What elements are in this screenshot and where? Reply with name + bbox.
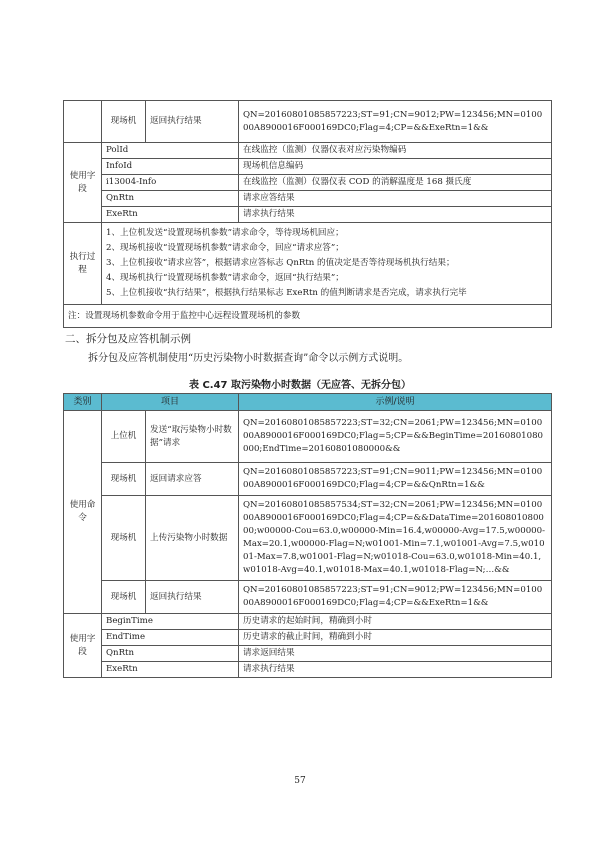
process-step: 2、现场机接收“设置现场机参数”请求命令，回应“请求应答”；: [106, 243, 344, 253]
fields-label: 使用字段: [64, 614, 102, 678]
command-party: 上位机: [102, 411, 146, 463]
field-name: PolId: [102, 143, 239, 159]
command-example: QN=20160801085857223;ST=91;CN=9011;PW=123456;MN=010000A8900016F000169DC0;Flag=4;CP=&&QnRtn=1&&: [239, 463, 552, 496]
header-example: 示例/说明: [239, 394, 552, 411]
field-desc: 历史请求的起始时间，精确到小时: [239, 614, 552, 630]
header-category: 类别: [64, 394, 102, 411]
table-caption: 表 C.47 取污染物小时数据（无应答、无拆分包）: [188, 380, 412, 391]
field-desc: 请求执行结果: [239, 662, 552, 678]
empty-category-cell: [64, 101, 102, 143]
section-paragraph: 拆分包及应答机制使用“历史污染物小时数据查询”命令以示例方式说明。: [88, 353, 409, 364]
field-desc: 现场机信息编码: [239, 159, 552, 175]
field-name: ExeRtn: [102, 207, 239, 223]
field-name: InfoId: [102, 159, 239, 175]
field-desc: 在线监控（监测）仪器仪表 COD 的消解温度是 168 摄氏度: [239, 175, 552, 191]
process-steps: [102, 223, 552, 305]
header-item: 项目: [102, 394, 239, 411]
command-example: QN=20160801085857223;ST=32;CN=2061;PW=123456;MN=010000A8900016F000169DC0;Flag=5;CP=&&BeginTime=20160801080000;EndTime=20160801080000&&: [239, 411, 552, 463]
command-action: 返回执行结果: [146, 581, 239, 614]
field-name: EndTime: [102, 630, 239, 646]
command-action: 返回请求应答: [146, 463, 239, 496]
table-note: 注：设置现场机参数命令用于监控中心远程设置现场机的参数: [64, 305, 552, 328]
page-number: 57: [294, 776, 306, 786]
command-example: QN=20160801085857223;ST=91;CN=9012;PW=123456;MN=010000A8900016F000169DC0;Flag=4;CP=&&ExeRtn=1&&: [239, 101, 552, 143]
field-desc: 请求应答结果: [239, 191, 552, 207]
command-party: 现场机: [102, 581, 146, 614]
process-step: 3、上位机接收“请求应答”，根据请求应答标志 QnRtn 的值决定是否等待现场机执行结果；: [106, 258, 455, 268]
command-action: 发送“取污染物小时数据”请求: [146, 411, 239, 463]
process-step: 4、现场机执行“设置现场机参数”请求命令，返回“执行结果”；: [106, 273, 344, 283]
command-action: 返回执行结果: [146, 101, 239, 143]
commands-label: 使用命令: [64, 411, 102, 614]
table-top-continued: [63, 100, 552, 328]
process-step: 1、上位机发送“设置现场机参数”请求命令，等待现场机回应；: [106, 228, 344, 238]
field-desc: 请求执行结果: [239, 207, 552, 223]
command-action: 上传污染物小时数据: [146, 496, 239, 581]
fields-label: 使用字段: [64, 143, 102, 223]
field-name: BeginTime: [102, 614, 239, 630]
command-party: 现场机: [102, 463, 146, 496]
process-label: 执行过程: [64, 223, 102, 305]
command-example: QN=20160801085857223;ST=91;CN=9012;PW=123456;MN=010000A8900016F000169DC0;Flag=4;CP=&&ExeRtn=1&&: [239, 581, 552, 614]
command-party: 现场机: [102, 496, 146, 581]
table-c47: [63, 393, 552, 678]
field-name: i13004-Info: [102, 175, 239, 191]
field-desc: 请求返回结果: [239, 646, 552, 662]
field-name: QnRtn: [102, 191, 239, 207]
field-name: ExeRtn: [102, 662, 239, 678]
command-example: QN=20160801085857534;ST=32;CN=2061;PW=123456;MN=010000A8900016F000169DC0;Flag=4;CP=&&DataTime=20160801080000;w00000-Cou=63.0,w00000-Min=16.4,w00000-Avg=17.5,w00000-Max=20.1,w00000-Flag=N;w01001-Min=7.1,w01001-Avg=7.5,w01001-Max=7.8,w01001-Flag=N;w01018-Cou=63.0,w01018-Min=40.1,w01018-Avg=40.1,w01018-Max=40.1,w01018-Flag=N;…&&: [239, 496, 552, 581]
command-party: 现场机: [102, 101, 146, 143]
section-heading: 二、拆分包及应答机制示例: [65, 333, 191, 345]
field-desc: 历史请求的截止时间，精确到小时: [239, 630, 552, 646]
field-name: QnRtn: [102, 646, 239, 662]
process-step: 5、上位机接收“执行结果”，根据执行结果标志 ExeRtn 的值判断请求是否完成，请求执行完毕: [106, 288, 467, 298]
field-desc: 在线监控（监测）仪器仪表对应污染物编码: [239, 143, 552, 159]
